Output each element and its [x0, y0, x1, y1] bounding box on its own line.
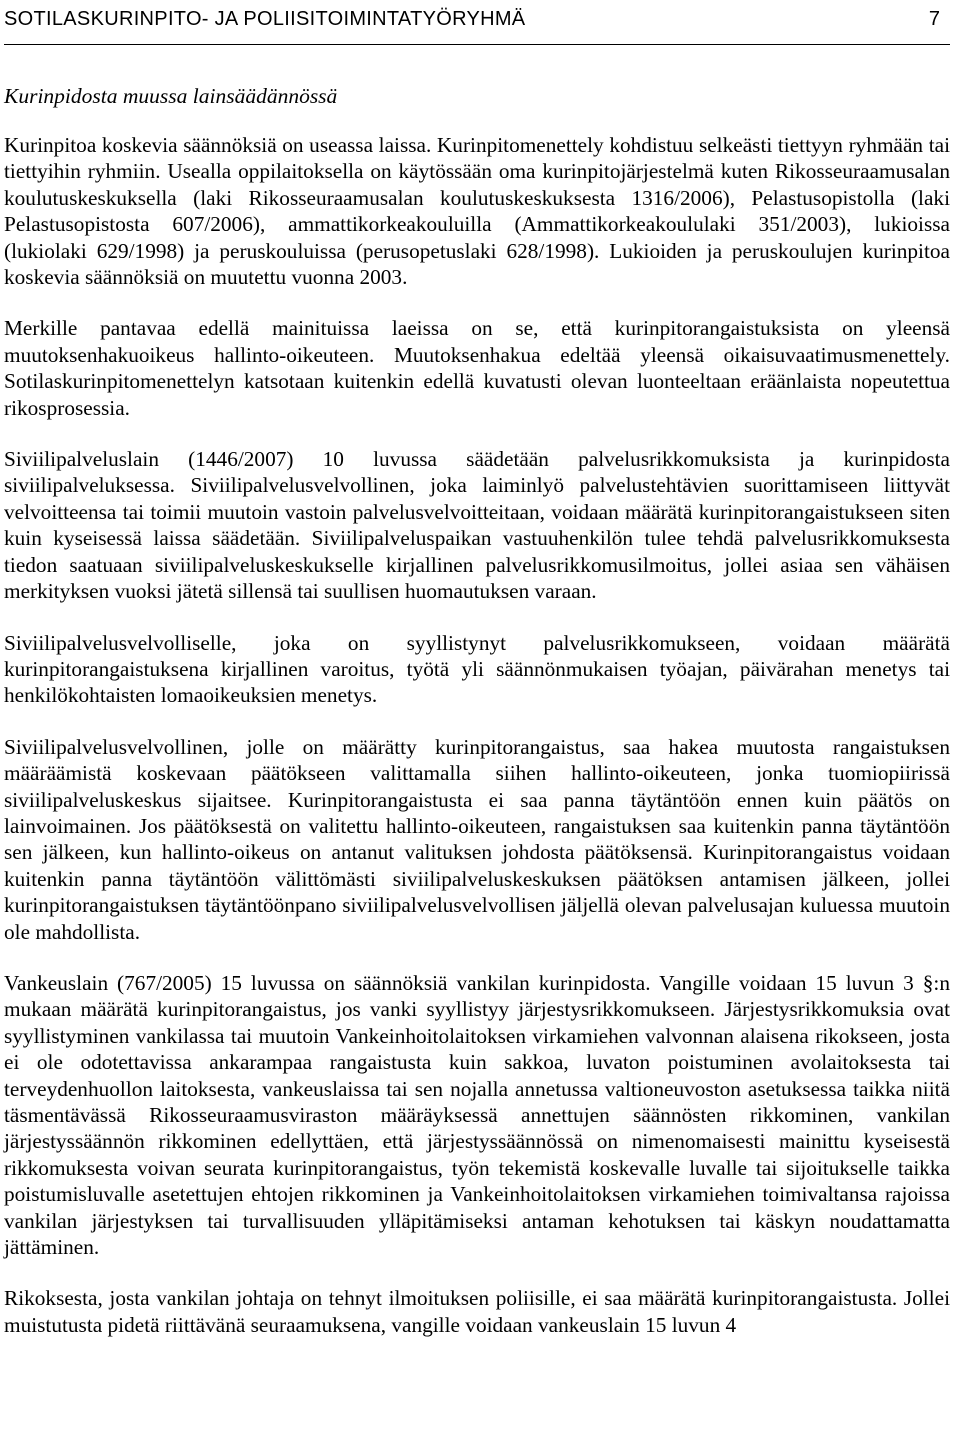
- page-number: 7: [928, 8, 940, 30]
- section-heading: Kurinpidosta muussa lainsäädännössä: [4, 84, 338, 108]
- paragraph: Merkille pantavaa edellä mainituissa laeissa on se, että kurinpitorangaistuksista on yleensä muutoksenhakuoikeus hallinto-oikeuteen. Muutoksenhakua edeltää yleensä oikaisuvaatimusmenettely. Sotilaskurinpitomenettelyn katsotaan kuitenkin edellä kuvatusti olevan luonteeltaan eräänlaista nopeutettua rikosprosessia.: [4, 316, 950, 420]
- paragraph: Siviilipalveluslain (1446/2007) 10 luvussa säädetään palvelusrikkomuksista ja kurinpidosta siviilipalveluksessa. Siviilipalvelusvelvollinen, joka laiminlyö palvelustehtävien suorittamiseen liittyvät velvoitteensa tai toimii muutoin vastoin palvelusvelvoitteitaan, voidaan määrätä kurinpitorangaistukseen siten kuin kyseisessä laissa säädetään. Siviilipalveluspaikan vastuuhenkilön tulee tehdä palvelusrikkomuksesta tiedon saatuaan siviilipalveluskeskukselle kirjallinen palvelusrikkomusilmoitus, jollei asiaa sen vähäisen merkityksen vuoksi jätetä sillensä tai suullisen huomautuksen varaan.: [4, 447, 950, 604]
- paragraph: Vankeuslain (767/2005) 15 luvussa on säännöksiä vankilan kurinpidosta. Vangille voidaan 15 luvun 3 §:n mukaan määrätä kurinpitorangaistus, jos vanki syyllistyy järjestysrikkomukseen. Järjestysrikkomuksia ovat syyllistyminen vankilassa tai muutoin Vankeinhoitolaitoksen virkamiehen valvonnan alaisena rikokseen, josta ei ole odotettavissa ankarampaa rangaistusta kuin sakkoa, luvaton poistuminen avolaitoksesta tai terveydenhuollon laitoksesta, vankeuslaissa tai sen nojalla annetussa valtioneuvoston asetuksessa taikka niitä täsmentävässä Rikosseuraamusviraston määräyksessä annettujen säännösten rikkominen, vankilan järjestyssäännön rikkominen edellyttäen, että järjestyssäännössä on nimenomaisesti mainittu kyseisestä rikkomuksesta voivan seurata kurinpitorangaistus, työn tekemistä koskevalle luvalle tai sijoitukselle taikka poistumisluvalle asetettujen ehtojen rikkominen ja Vankeinhoitolaitoksen virkamiehen toimivaltansa rajoissa vankilan järjestyksen tai turvallisuuden ylläpitämiseksi antaman kehotuksen tai käskyn noudattamatta jättäminen.: [4, 970, 950, 1260]
- paragraph: Kurinpitoa koskevia säännöksiä on useassa laissa. Kurinpitomenettely kohdistuu selkeästi tiettyyn ryhmään tai tiettyihin ryhmiin. Usealla oppilaitoksella on käytössään oma kurinpitojärjestelmä kuten Rikosseuraamusalan koulutuskeskuksella (laki Rikosseuraamusalan koulutuskeskuksesta 1316/2006), Pelastusopistolla (laki Pelastusopistosta 607/2006), ammattikorkeakouluilla (Ammattikorkeakoululaki 351/2003), lukioissa (lukiolaki 629/1998) ja peruskouluissa (perusopetuslaki 628/1998). Lukioiden ja peruskoulujen kurinpitoa koskevia säännöksiä on muutettu vuonna 2003.: [4, 133, 950, 290]
- paragraph: Rikoksesta, josta vankilan johtaja on tehnyt ilmoituksen poliisille, ei saa määrätä kurinpitorangaistusta. Jollei muistutusta pidetä riittävänä seuraamuksena, vangille voidaan vankeuslain 15 luvun 4: [4, 1286, 950, 1337]
- paragraph: Siviilipalvelusvelvolliselle, joka on syyllistynyt palvelusrikkomukseen, voidaan määrätä kurinpitorangaistuksena kirjallinen varoitus, työtä yli säännönmukaisen työajan, päivärahan menetys tai henkilökohtaisten lomaoikeuksien menetys.: [4, 630, 950, 708]
- paragraph: Siviilipalvelusvelvollinen, jolle on määrätty kurinpitorangaistus, saa hakea muutosta rangaistuksen määräämistä koskevaan päätökseen valittamalla siihen hallinto-oikeuteen, jonka tuomiopiirissä siviilipalveluskeskus sijaitsee. Kurinpitorangaistusta ei saa panna täytäntöön ennen kuin päätös on lainvoimainen. Jos päätöksestä on valitettu hallinto-oikeuteen, rangaistuksen saa kuitenkin panna täytäntöön sen jälkeen, kun hallinto-oikeus on antanut valituksen johdosta päätöksensä. Kurinpitorangaistus voidaan kuitenkin panna täytäntöön välittömästi siviilipalveluskeskuksen päätöksen antamisen jälkeen, jollei kurinpitorangaistuksen täytäntöönpano siviilipalvelusvelvollisen jäljellä olevan palvelusajan kuluessa muutoin ole mahdollista.: [4, 734, 950, 944]
- header-title: SOTILASKURINPITO- JA POLIISITOIMINTATYÖRYHMÄ: [4, 8, 526, 30]
- running-header: [4, 0, 950, 45]
